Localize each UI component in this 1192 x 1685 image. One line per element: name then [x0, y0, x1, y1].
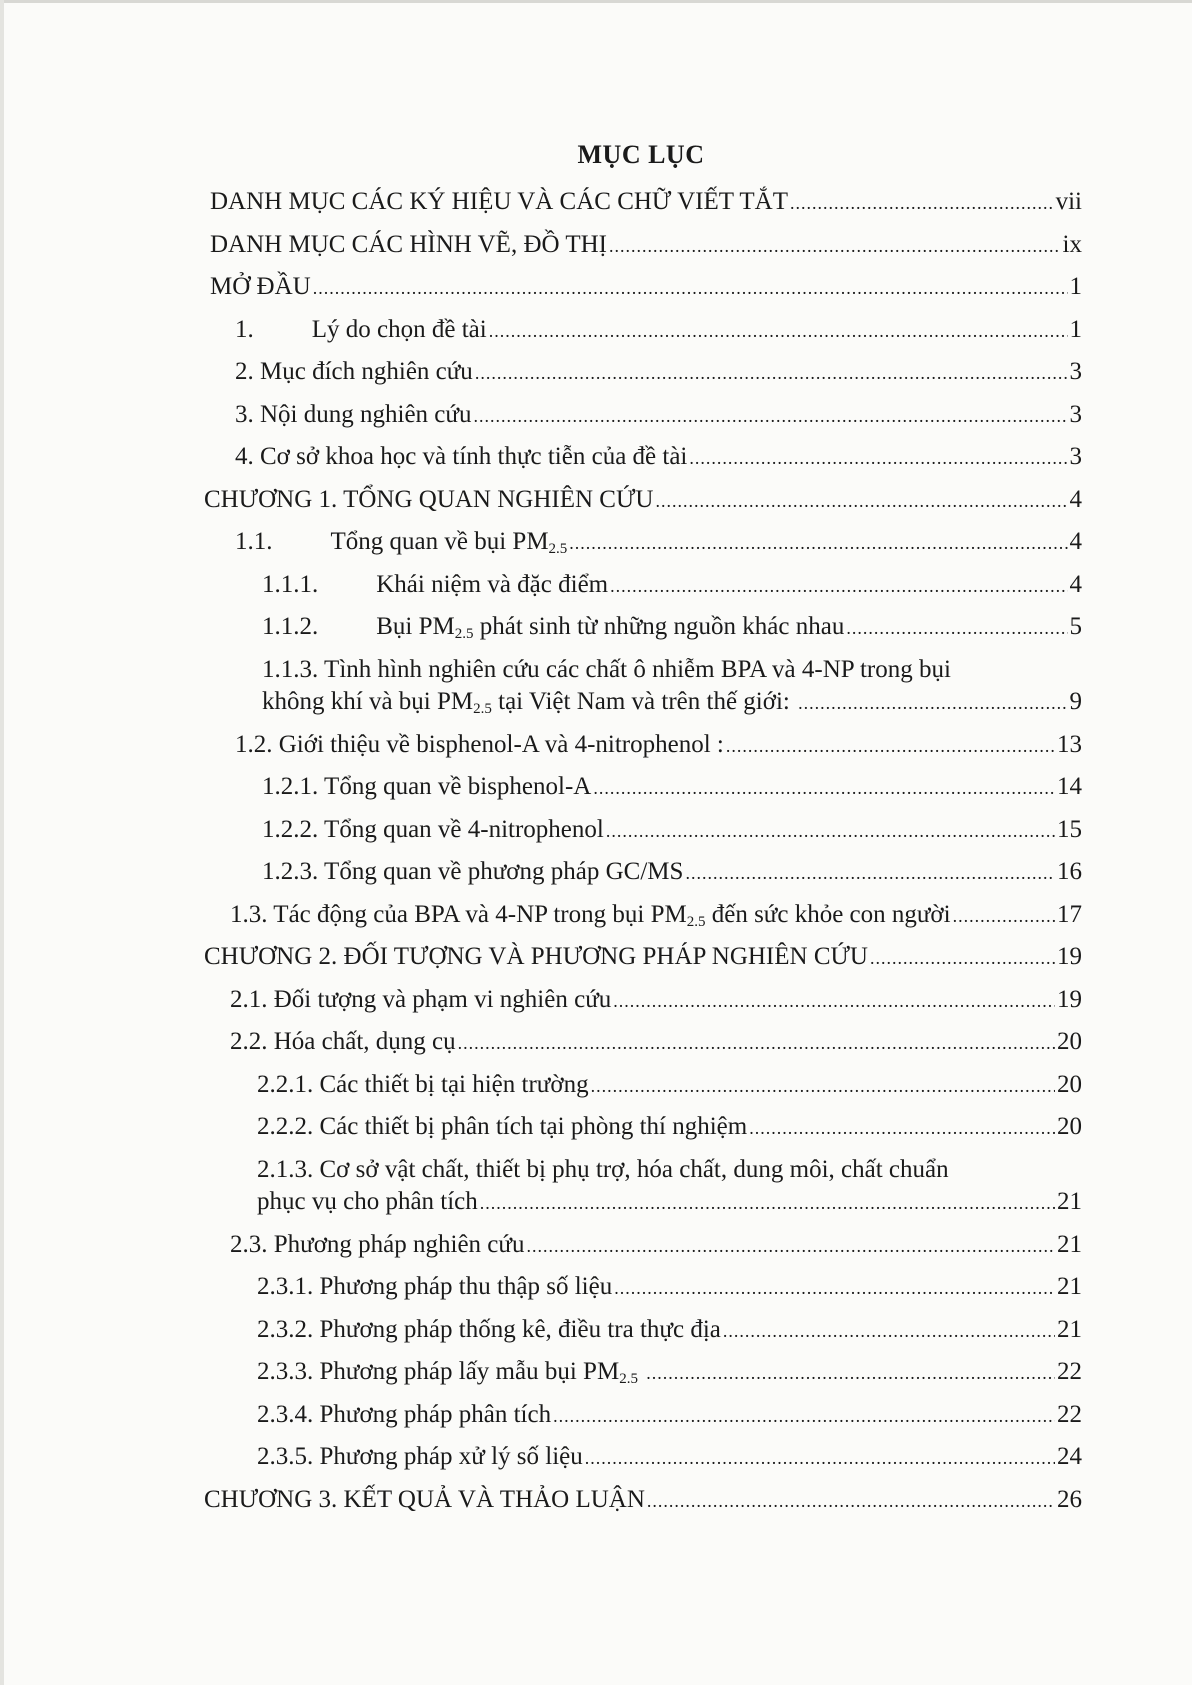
toc-entry-number: 1.1.2.	[262, 613, 319, 640]
toc-entry-text-after: đến sức khỏe con người	[705, 900, 951, 928]
toc-entry[interactable]	[0, 269, 1192, 312]
toc-entry-label	[235, 727, 724, 763]
toc-entry-text: 3. Nội dung nghiên cứu	[235, 400, 472, 428]
toc-entry-label	[204, 482, 653, 518]
dot-leader	[593, 770, 1055, 806]
subscript: 2.5	[619, 1371, 638, 1387]
toc-entry-page-number: 17	[1057, 900, 1082, 928]
dot-leader	[489, 313, 1068, 349]
toc-entry-text: 1.2.3. Tổng quan về phương pháp GC/MS	[262, 858, 684, 885]
toc-entry[interactable]	[0, 1269, 1192, 1312]
scan-edge-top	[0, 0, 1192, 3]
toc-entry-label	[257, 1067, 589, 1103]
toc-entry-text: 4. Cơ sở khoa học và tính thực tiễn của đề tài	[235, 443, 688, 470]
toc-entry-label	[257, 1109, 747, 1145]
toc-entry-label	[235, 439, 687, 475]
toc-entry[interactable]	[0, 1024, 1192, 1067]
toc-entry-page-number: 22	[1057, 1358, 1082, 1385]
toc-entry-label	[235, 524, 567, 560]
toc-entry-page-number: 20	[1057, 1070, 1082, 1098]
dot-leader	[647, 1483, 1055, 1519]
toc-entry[interactable]	[0, 567, 1192, 610]
toc-entry-text: 2.3. Phương pháp nghiên cứu	[230, 1230, 525, 1258]
toc-entry[interactable]	[0, 812, 1192, 855]
subscript: 2.5	[686, 913, 706, 930]
toc-entry-page-number: 20	[1057, 1113, 1082, 1140]
toc-entry-page-number: 4	[1069, 570, 1082, 598]
dot-leader	[723, 1313, 1055, 1349]
toc-entry-text: CHƯƠNG 1. TỔNG QUAN NGHIÊN CỨU	[204, 485, 654, 513]
toc-entry-text: 1.2.1. Tổng quan về bisphenol-A	[262, 773, 592, 800]
toc-entry-page-number: 26	[1057, 1485, 1082, 1513]
toc-entry-label	[210, 184, 788, 220]
toc-entry-page-number: 16	[1057, 858, 1082, 885]
toc-entry-page-number: 19	[1057, 943, 1082, 970]
toc-entry-label	[210, 227, 607, 263]
toc-entry-page-number: 22	[1057, 1400, 1082, 1428]
toc-entry[interactable]	[0, 482, 1192, 525]
toc-entry-text-after	[638, 1358, 644, 1385]
toc-entry-text: 2.3.1. Phương pháp thu thập số liệu	[257, 1273, 613, 1300]
toc-entry-text: Bụi PM	[376, 613, 455, 640]
toc-entry-page-number: 21	[1057, 1273, 1082, 1300]
toc-entry-label	[262, 567, 608, 603]
toc-entry[interactable]	[0, 727, 1192, 770]
toc-entry-page-number: 4	[1069, 528, 1082, 555]
toc-entry[interactable]	[0, 1397, 1192, 1440]
toc-entry-label	[257, 1354, 644, 1390]
toc-entry-text: 2. Mục đích nghiên cứu	[235, 358, 473, 385]
dot-leader	[953, 898, 1055, 934]
page-title: MỤC LỤC	[577, 140, 705, 169]
toc-entry[interactable]	[0, 854, 1192, 897]
toc-entry-text: 2.3.4. Phương pháp phân tích	[257, 1400, 552, 1428]
toc-entry-page-number: 24	[1057, 1443, 1082, 1470]
dot-leader	[655, 483, 1067, 519]
dot-leader	[689, 440, 1067, 476]
subscript: 2.5	[454, 626, 474, 642]
toc-entry-text-after: tại Việt Nam và trên thế giới:	[491, 687, 797, 715]
table-of-contents	[0, 184, 1192, 1524]
dot-leader	[313, 270, 1068, 306]
dot-leader	[609, 228, 1061, 264]
toc-entry[interactable]	[0, 1109, 1192, 1152]
toc-entry[interactable]	[0, 397, 1192, 440]
toc-entry-page-number: 14	[1057, 773, 1082, 800]
toc-entry-label	[235, 312, 487, 348]
toc-entry-label	[257, 1439, 583, 1475]
dot-leader	[585, 1440, 1055, 1476]
toc-entry-page-number: 13	[1057, 730, 1082, 758]
dot-leader	[790, 185, 1054, 221]
toc-entry-text: CHƯƠNG 2. ĐỐI TƯỢNG VÀ PHƯƠNG PHÁP NGHIÊN CỨU	[204, 943, 868, 970]
dot-leader	[610, 568, 1067, 604]
toc-entry-label	[257, 1184, 478, 1220]
toc-entry-text-after: phát sinh từ những nguồn khác nhau	[473, 613, 845, 640]
toc-entry-page-number: 21	[1057, 1187, 1082, 1215]
dot-leader	[646, 1355, 1055, 1391]
toc-entry-label	[257, 1269, 612, 1305]
toc-entry-label	[230, 897, 951, 933]
toc-entry-label	[262, 854, 683, 890]
toc-entry-page-number: vii	[1055, 188, 1082, 215]
toc-entry[interactable]	[0, 1439, 1192, 1482]
toc-entry-page-number: 20	[1057, 1028, 1082, 1055]
dot-leader	[480, 1185, 1055, 1221]
toc-entry-page-number: 3	[1069, 358, 1082, 385]
toc-entry-text: 2.3.2. Phương pháp thống kê, điều tra thực địa	[257, 1315, 721, 1343]
toc-entry-number: 1.1.	[235, 528, 273, 555]
dot-leader	[458, 1025, 1055, 1061]
dot-leader	[726, 728, 1055, 764]
toc-entry-label	[262, 684, 796, 720]
toc-entry[interactable]	[0, 1312, 1192, 1355]
toc-entry-page-number: 1	[1069, 273, 1082, 300]
toc-entry-text: Khái niệm và đặc điểm	[376, 570, 609, 598]
toc-entry-text: MỞ ĐẦU	[210, 273, 311, 300]
toc-entry-label	[257, 1312, 721, 1348]
toc-entry[interactable]	[0, 652, 1192, 727]
dot-leader	[569, 525, 1067, 561]
toc-entry-page-number: 19	[1057, 985, 1082, 1013]
toc-entry[interactable]	[0, 897, 1192, 940]
toc-entry-label	[210, 269, 311, 305]
dot-leader	[553, 1398, 1055, 1434]
toc-entry-text: Lý do chọn đề tài	[311, 315, 487, 343]
toc-entry[interactable]	[0, 609, 1192, 652]
toc-entry-text: 2.1. Đối tượng và phạm vi nghiên cứu	[230, 985, 612, 1013]
toc-entry-text: 1.3. Tác động của BPA và 4-NP trong bụi PM	[230, 900, 687, 928]
toc-entry-page-number: 21	[1057, 1230, 1082, 1258]
dot-leader	[614, 1270, 1055, 1306]
toc-entry[interactable]	[0, 312, 1192, 355]
toc-entry-text: 2.3.5. Phương pháp xử lý số liệu	[257, 1443, 583, 1470]
toc-entry-text: 2.3.3. Phương pháp lấy mẫu bụi PM	[257, 1358, 620, 1385]
toc-entry-label	[262, 769, 591, 805]
toc-entry-label-line1: 1.1.3. Tình hình nghiên cứu các chất ô nhiễm BPA và 4-NP trong bụi	[262, 655, 951, 683]
toc-entry[interactable]	[0, 354, 1192, 397]
toc-entry[interactable]	[0, 184, 1192, 227]
subscript: 2.5	[548, 541, 568, 557]
subscript: 2.5	[473, 700, 492, 717]
toc-entry-text: phục vụ cho phân tích	[257, 1187, 478, 1215]
dot-leader	[473, 398, 1067, 434]
toc-entry-label	[262, 609, 844, 645]
dot-leader	[475, 355, 1068, 391]
toc-entry-text: DANH MỤC CÁC KÝ HIỆU VÀ CÁC CHỮ VIẾT TẮT	[210, 188, 788, 215]
toc-entry-label	[204, 939, 868, 975]
toc-entry[interactable]	[0, 1482, 1192, 1525]
dot-leader	[591, 1068, 1055, 1104]
toc-entry[interactable]	[0, 1227, 1192, 1270]
dot-leader	[613, 983, 1055, 1019]
toc-entry-page-number: 4	[1069, 485, 1082, 513]
toc-entry[interactable]	[0, 1067, 1192, 1110]
toc-entry-page-number: 5	[1069, 613, 1082, 640]
toc-entry-text: 1.2. Giới thiệu về bisphenol-A và 4-nitrophenol :	[235, 730, 724, 758]
toc-entry-label	[230, 982, 611, 1018]
toc-entry-text: Tổng quan về bụi PM	[330, 528, 549, 555]
toc-entry[interactable]	[0, 524, 1192, 567]
toc-entry-text: 1.2.2. Tổng quan về 4-nitrophenol	[262, 815, 604, 843]
dot-leader	[606, 813, 1055, 849]
toc-entry-label	[230, 1024, 456, 1060]
dot-leader	[798, 685, 1067, 721]
toc-entry-label	[235, 354, 473, 390]
toc-entry[interactable]	[0, 439, 1192, 482]
toc-entry-number: 1.	[235, 315, 254, 343]
toc-entry-text: 2.2. Hóa chất, dụng cụ	[230, 1028, 456, 1055]
toc-entry-label	[204, 1482, 645, 1518]
toc-entry-text: 2.2.1. Các thiết bị tại hiện trường	[257, 1070, 589, 1098]
dot-leader	[870, 940, 1055, 976]
dot-leader	[749, 1110, 1055, 1146]
toc-entry-text: CHƯƠNG 3. KẾT QUẢ VÀ THẢO LUẬN	[204, 1485, 645, 1513]
toc-entry-page-number: 3	[1069, 400, 1082, 428]
toc-entry-page-number: ix	[1062, 230, 1082, 258]
toc-entry-page-number: 3	[1069, 443, 1082, 470]
toc-entry-text: DANH MỤC CÁC HÌNH VẼ, ĐỒ THỊ	[210, 230, 607, 258]
toc-entry[interactable]	[0, 1152, 1192, 1227]
toc-entry[interactable]	[0, 939, 1192, 982]
dot-leader	[846, 610, 1067, 646]
toc-entry-page-number: 1	[1069, 315, 1082, 343]
dot-leader	[526, 1228, 1055, 1264]
toc-entry[interactable]	[0, 227, 1192, 270]
toc-entry-text: không khí và bụi PM	[262, 687, 474, 715]
toc-entry-page-number: 9	[1069, 687, 1082, 715]
toc-entry-number: 1.1.1.	[262, 570, 319, 598]
toc-entry-text: 2.2.2. Các thiết bị phân tích tại phòng thí nghiệm	[257, 1113, 748, 1140]
toc-entry-label	[230, 1227, 524, 1263]
toc-entry[interactable]	[0, 982, 1192, 1025]
toc-entry-page-number: 21	[1057, 1315, 1082, 1343]
toc-entry-label	[262, 812, 604, 848]
toc-entry-page-number: 15	[1057, 815, 1082, 843]
toc-entry[interactable]	[0, 1354, 1192, 1397]
toc-entry[interactable]	[0, 769, 1192, 812]
toc-entry-label	[235, 397, 471, 433]
dot-leader	[685, 855, 1055, 891]
toc-entry-label	[257, 1397, 551, 1433]
toc-entry-label-line1: 2.1.3. Cơ sở vật chất, thiết bị phụ trợ, hóa chất, dung môi, chất chuẩn	[257, 1155, 949, 1183]
